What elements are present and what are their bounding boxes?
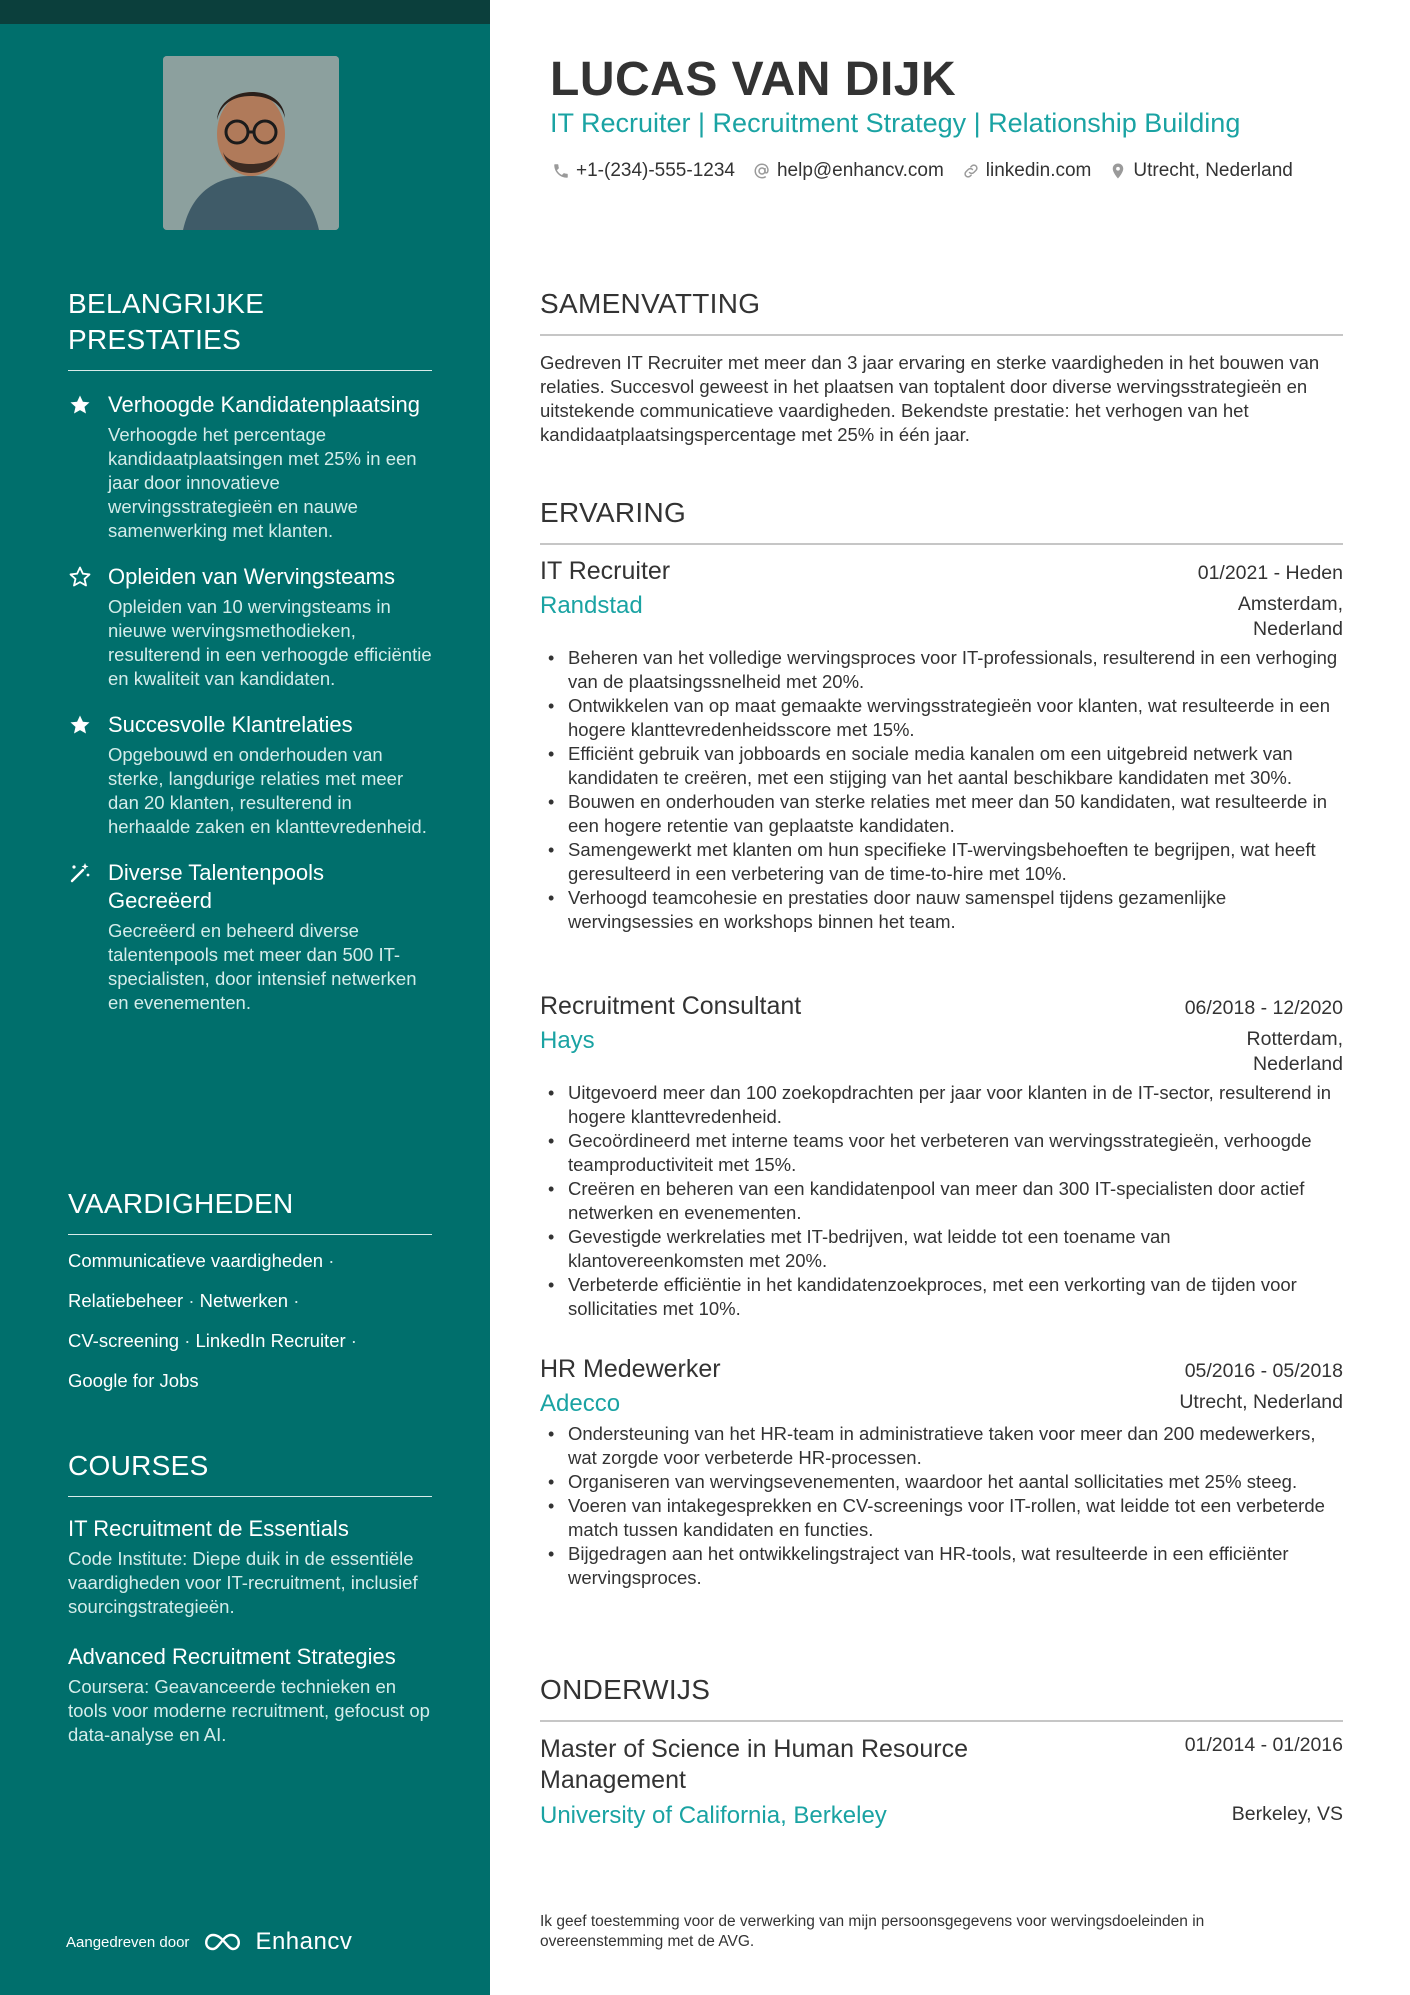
list-item: • Gecoördineerd met interne teams voor het verbeteren van wervingsstrategieën, verhoogde teamproductiviteit met 15%.	[540, 1129, 1343, 1177]
list-item: • Organiseren van wervingsevenementen, waardoor het aantal sollicitaties met 25% steeg.	[540, 1470, 1343, 1494]
course-description: Coursera: Geavanceerde technieken en tools voor moderne recruitment, gefocust op data-analyse en AI.	[68, 1676, 430, 1745]
course-title: Advanced Recruitment Strategies	[68, 1644, 396, 1669]
achievement-item	[68, 563, 432, 691]
phone-text: +1-(234)-555-1234	[576, 160, 735, 181]
achievement-item	[68, 711, 432, 839]
enhancv-brand: Enhancv	[255, 1928, 353, 1955]
skill-tag: Netwerken	[199, 1290, 289, 1311]
sidebar	[0, 0, 490, 1995]
skill-tag: Relatiebeheer	[68, 1290, 184, 1311]
company-name: Adecco	[540, 1390, 621, 1417]
section-divider	[68, 370, 432, 371]
magic-wand-icon	[68, 861, 92, 885]
course-title: IT Recruitment de Essentials	[68, 1516, 349, 1541]
enhancv-logo[interactable]	[201, 1928, 352, 1956]
enhancv-logo-icon	[201, 1931, 247, 1953]
list-item: • Gevestigde werkrelaties met IT-bedrijven, wat leidde tot een toename van klantovereenkomsten met 20%.	[540, 1225, 1343, 1273]
skill-tag: CV-screening	[68, 1330, 180, 1351]
achievement-description: Gecreëerd en beheerd diverse talentenpools met meer dan 500 IT-specialisten, door intensief netwerken en evenementen.	[108, 920, 417, 1013]
contact-linkedin[interactable]	[962, 160, 1092, 182]
achievement-description: Opgebouwd en onderhouden van sterke, langdurige relaties met meer dan 20 klanten, resulterend in herhaalde zaken en klanttevredenheid.	[108, 744, 427, 837]
job-date: 05/2016 - 05/2018	[1184, 1360, 1343, 1382]
achievement-title: Succesvolle Klantrelaties	[108, 712, 353, 737]
courses-title: COURSES	[68, 1450, 209, 1481]
link-icon	[962, 162, 980, 180]
linkedin-text: linkedin.com	[985, 160, 1092, 181]
achievement-title: Opleiden van Wervingsteams	[108, 564, 395, 589]
profile-photo	[163, 56, 339, 230]
email-text: help@enhancv.com	[776, 160, 944, 181]
job-date: 01/2021 - Heden	[1197, 562, 1343, 584]
achievement-item	[68, 391, 432, 543]
list-item: • Verhoogd teamcohesie en prestaties door nauw samenspel tijdens gezamenlijke wervingsessies en workshops binnen het team.	[540, 886, 1343, 934]
contact-info	[552, 160, 1342, 182]
education-title: ONDERWIJS	[540, 1674, 711, 1705]
gdpr-consent: Ik geef toestemming voor de verwerking van mijn persoonsgegevens voor wervingsdoeleinden in overeenstemming met de AVG.	[540, 1913, 1205, 1950]
job-bullets	[540, 1422, 1343, 1590]
job-location: Rotterdam, Nederland	[1246, 1028, 1343, 1075]
education-location: Berkeley, VS	[1231, 1803, 1343, 1825]
list-item: • Verbeterde efficiëntie in het kandidatenzoekproces, met een verkorting van de tijden voor sollicitaties met 10%.	[540, 1273, 1343, 1321]
job-title: IT Recruiter	[540, 557, 671, 585]
list-item: • Samengewerkt met klanten om hun specifieke IT-wervingsbehoeften te begrijpen, wat heeft geresulteerd in een verbetering van de time-to-hire met 10%.	[540, 838, 1343, 886]
candidate-headline: IT Recruiter | Recruitment Strategy | Relationship Building	[550, 108, 1241, 138]
job-bullets	[540, 646, 1343, 934]
section-divider	[68, 1234, 432, 1235]
achievements-section	[68, 286, 432, 1015]
powered-by	[66, 1928, 352, 1956]
course-description: Code Institute: Diepe duik in de essentiële vaardigheden voor IT-recruitment, inclusief sourcingstrategieën.	[68, 1548, 418, 1617]
star-filled-icon	[68, 393, 92, 417]
contact-email[interactable]	[753, 160, 944, 182]
job-title: Recruitment Consultant	[540, 992, 802, 1020]
courses-section	[68, 1448, 432, 1747]
experience-entry	[540, 557, 1343, 934]
contact-phone[interactable]	[552, 160, 735, 182]
list-item: • Efficiënt gebruik van jobboards en sociale media kanalen om een uitgebreid netwerk van kandidaten te creëren, met een stijging van het aantal beschikbare kandidaten met 30%.	[540, 742, 1343, 790]
sidebar-top-bar	[0, 0, 490, 24]
list-item: • Bijgedragen aan het ontwikkelingstraject van HR-tools, wat resulteerde in een efficiënter wervingsproces.	[540, 1542, 1343, 1590]
experience-title: ERVARING	[540, 497, 687, 528]
list-item: • Bouwen en onderhouden van sterke relaties met meer dan 50 kandidaten, wat resulteerde in een hogere retentie van geplaatste kandidaten.	[540, 790, 1343, 838]
skill-tag: Communicatieve vaardigheden	[68, 1250, 324, 1271]
job-location: Amsterdam, Nederland	[1237, 593, 1343, 640]
at-sign-icon	[753, 162, 771, 180]
achievement-item	[68, 859, 432, 1015]
section-divider	[540, 334, 1343, 336]
contact-location	[1109, 160, 1292, 182]
school-name: University of California, Berkeley	[540, 1802, 887, 1829]
section-divider	[540, 543, 1343, 545]
list-item: • Ondersteuning van het HR-team in administratieve taken voor meer dan 200 medewerkers, wat zorgde voor verbeterde HR-processen.	[540, 1422, 1343, 1470]
achievement-description: Verhoogde het percentage kandidaatplaatsingen met 25% in een jaar door innovatieve wervingsstrategieën en nauwe samenwerking met klanten.	[108, 424, 417, 541]
skill-tag: LinkedIn Recruiter	[195, 1330, 346, 1351]
list-item: • Voeren van intakegesprekken en CV-screenings voor IT-rollen, wat leidde tot een verbeterde match tussen kandidaten en functies.	[540, 1494, 1343, 1542]
summary-text: Gedreven IT Recruiter met meer dan 3 jaar ervaring en sterke vaardigheden in het bouwen van relaties. Succesvol geweest in het plaatsen van toptalent door diverse wervingsstrategieën en uitstekende communicatieve vaardigheden. Bekendste prestatie: het verhogen van het kandidaatplaatsingspercentage met 25% in één jaar.	[540, 352, 1320, 445]
company-name: Randstad	[540, 592, 643, 619]
education-date: 01/2014 - 01/2016	[1184, 1734, 1343, 1756]
list-item: • Uitgevoerd meer dan 100 zoekopdrachten per jaar voor klanten in de IT-sector, resulterend in hogere klanttevredenheid.	[540, 1081, 1343, 1129]
list-item: • Creëren en beheren van een kandidatenpool van meer dan 300 IT-specialisten door actief netwerken en evenementen.	[540, 1177, 1343, 1225]
summary-title: SAMENVATTING	[540, 288, 761, 319]
experience-entry	[540, 992, 1343, 1321]
experience-entry	[540, 1355, 1343, 1590]
course-item	[68, 1643, 432, 1747]
phone-icon	[552, 162, 570, 180]
job-date: 06/2018 - 12/2020	[1184, 997, 1343, 1019]
job-title: HR Medewerker	[540, 1355, 721, 1383]
location-text: Utrecht, Nederland	[1133, 160, 1293, 181]
degree-title: Master of Science in Human Resource Management	[540, 1735, 968, 1794]
skills-title: VAARDIGHEDEN	[68, 1188, 294, 1219]
list-item: • Beheren van het volledige wervingsproces voor IT-professionals, resulterend in een verhoging van de plaatsingssnelheid met 20%.	[540, 646, 1343, 694]
location-pin-icon	[1109, 162, 1127, 180]
achievement-title: Diverse Talentenpools Gecreëerd	[108, 860, 325, 913]
candidate-name: LUCAS VAN DIJK	[550, 53, 957, 106]
list-item: • Ontwikkelen van op maat gemaakte wervingsstrategieën voor klanten, wat resulteerde in een hogere klanttevredenheidsscore met 15%.	[540, 694, 1343, 742]
course-item	[68, 1515, 432, 1619]
skill-tag: Google for Jobs	[68, 1370, 199, 1391]
star-outline-icon	[68, 565, 92, 589]
job-bullets	[540, 1081, 1343, 1321]
section-divider	[540, 1720, 1343, 1722]
skills-section: VAARDIGHEDEN Communicatieve vaardigheden · Relatiebeheer · Netwerken · CV-screening · LinkedIn Recruiter · Google for Jobs	[68, 1186, 432, 1409]
company-name: Hays	[540, 1027, 595, 1054]
job-location: Utrecht, Nederland	[1179, 1391, 1343, 1413]
powered-by-label: Aangedreven door	[66, 1933, 190, 1951]
achievements-title: BELANGRIJKE PRESTATIES	[68, 288, 265, 355]
education-entry	[540, 1734, 1343, 1830]
star-filled-icon	[68, 713, 92, 737]
achievement-title: Verhoogde Kandidatenplaatsing	[108, 392, 420, 417]
section-divider	[68, 1496, 432, 1497]
achievement-description: Opleiden van 10 wervingsteams in nieuwe wervingsmethodieken, resulterend in een verhoogde efficiëntie en kwaliteit van kandidaten.	[108, 596, 432, 689]
